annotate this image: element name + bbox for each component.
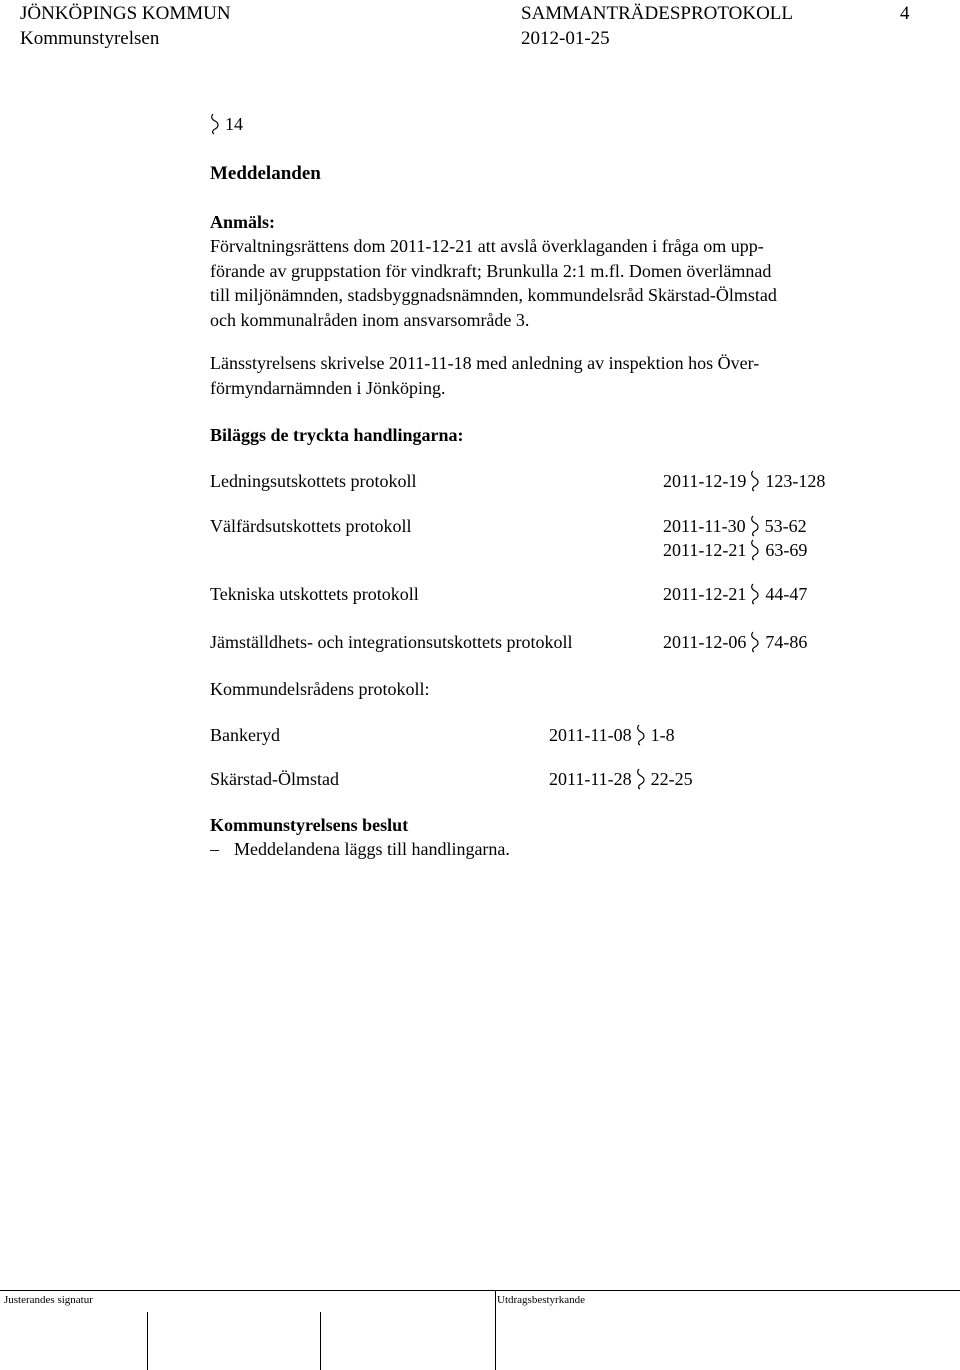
protocol-pages: 44-47 [765,584,808,604]
protocol-date: 2011-12-21 [663,584,747,604]
footer-left-label: Justerandes signatur [4,1294,93,1306]
protocol-pages: 74-86 [765,632,808,652]
beslut-dash: – [210,839,219,859]
section-sign-icon [750,515,760,537]
paragraph-line: Länsstyrelsens skrivelse 2011-11-18 med anledning av inspektion hos Över- [210,353,760,373]
paragraph-line: och kommunalråden inom ansvarsområde 3. [210,309,530,330]
footer-top-rule [0,1290,960,1291]
protocol-entry [663,515,807,537]
protocol-date: 2011-12-21 [663,540,747,560]
protocol-entry [549,724,675,746]
section-sign-icon [750,470,760,492]
protocol-label: Jämställdhets- och integrationsutskottets protokoll [210,632,573,652]
protocol-pages: 63-69 [765,540,808,560]
anmals-paragraph-1 [210,234,870,332]
protocol-pages: 53-62 [764,516,807,536]
paragraph-line: förande av gruppstation för vindkraft; Brunkulla 2:1 m.fl. Domen överlämnad [210,260,772,281]
protocol-entry [663,631,807,653]
paragraph-line: till miljönämnden, stadsbyggnadsnämnden, kommundelsråd Skärstad-Ölmstad [210,285,777,305]
protocol-date: 2011-11-30 [663,516,746,536]
protocol-label: Skärstad-Ölmstad [210,769,339,789]
signature-divider [147,1312,148,1370]
signature-divider [320,1312,321,1370]
beslut-heading: Kommunstyrelsens beslut [210,815,409,835]
paragraph-line: förmyndarnämnden i Jönköping. [210,377,446,398]
section-sign-icon [750,583,760,605]
protocol-pages: 1-8 [650,725,675,745]
protocol-date: 2011-12-06 [663,632,747,652]
protocol-entry [663,470,825,492]
protocol-date: 2011-11-28 [549,769,632,789]
protocol-entry [663,583,807,605]
section-sign-icon [210,113,220,135]
signature-divider [495,1291,496,1370]
header-org: JÖNKÖPINGS KOMMUN [20,3,231,24]
protocol-label: Ledningsutskottets protokoll [210,471,417,491]
header-body: Kommunstyrelsen [20,28,160,49]
protocol-date: 2011-11-08 [549,725,632,745]
beslut-text: Meddelandena läggs till handlingarna. [234,839,510,859]
bilaggs-heading: Biläggs de tryckta handlingarna: [210,425,464,445]
protocol-label: Tekniska utskottets protokoll [210,584,419,604]
section-sign-icon [636,724,646,746]
protocol-label: Välfärdsutskottets protokoll [210,516,412,536]
section-sign-icon [636,768,646,790]
protocol-date: 2011-12-19 [663,471,747,491]
anmals-paragraph-2 [210,351,870,400]
section-sign-icon [750,539,760,561]
protocol-label: Bankeryd [210,725,280,745]
section-number: 14 [225,114,243,134]
section-sign-icon [750,631,760,653]
protocol-entry [663,539,807,561]
page-number: 4 [900,3,910,24]
header-doc-type: SAMMANTRÄDESPROTOKOLL [521,3,794,24]
section-number-line [206,112,243,137]
protocol-pages: 22-25 [650,769,693,789]
header-date: 2012-01-25 [521,28,610,49]
anmals-heading: Anmäls: [210,212,276,232]
paragraph-line: Förvaltningsrättens dom 2011-12-21 att avslå överklaganden i fråga om upp- [210,236,764,256]
section-title: Meddelanden [210,163,321,184]
protocol-entry [549,768,693,790]
protocol-pages: 123-128 [765,471,826,491]
footer-right-label: Utdragsbestyrkande [497,1294,585,1306]
kommundelsrad-heading: Kommundelsrådens protokoll: [210,679,430,699]
